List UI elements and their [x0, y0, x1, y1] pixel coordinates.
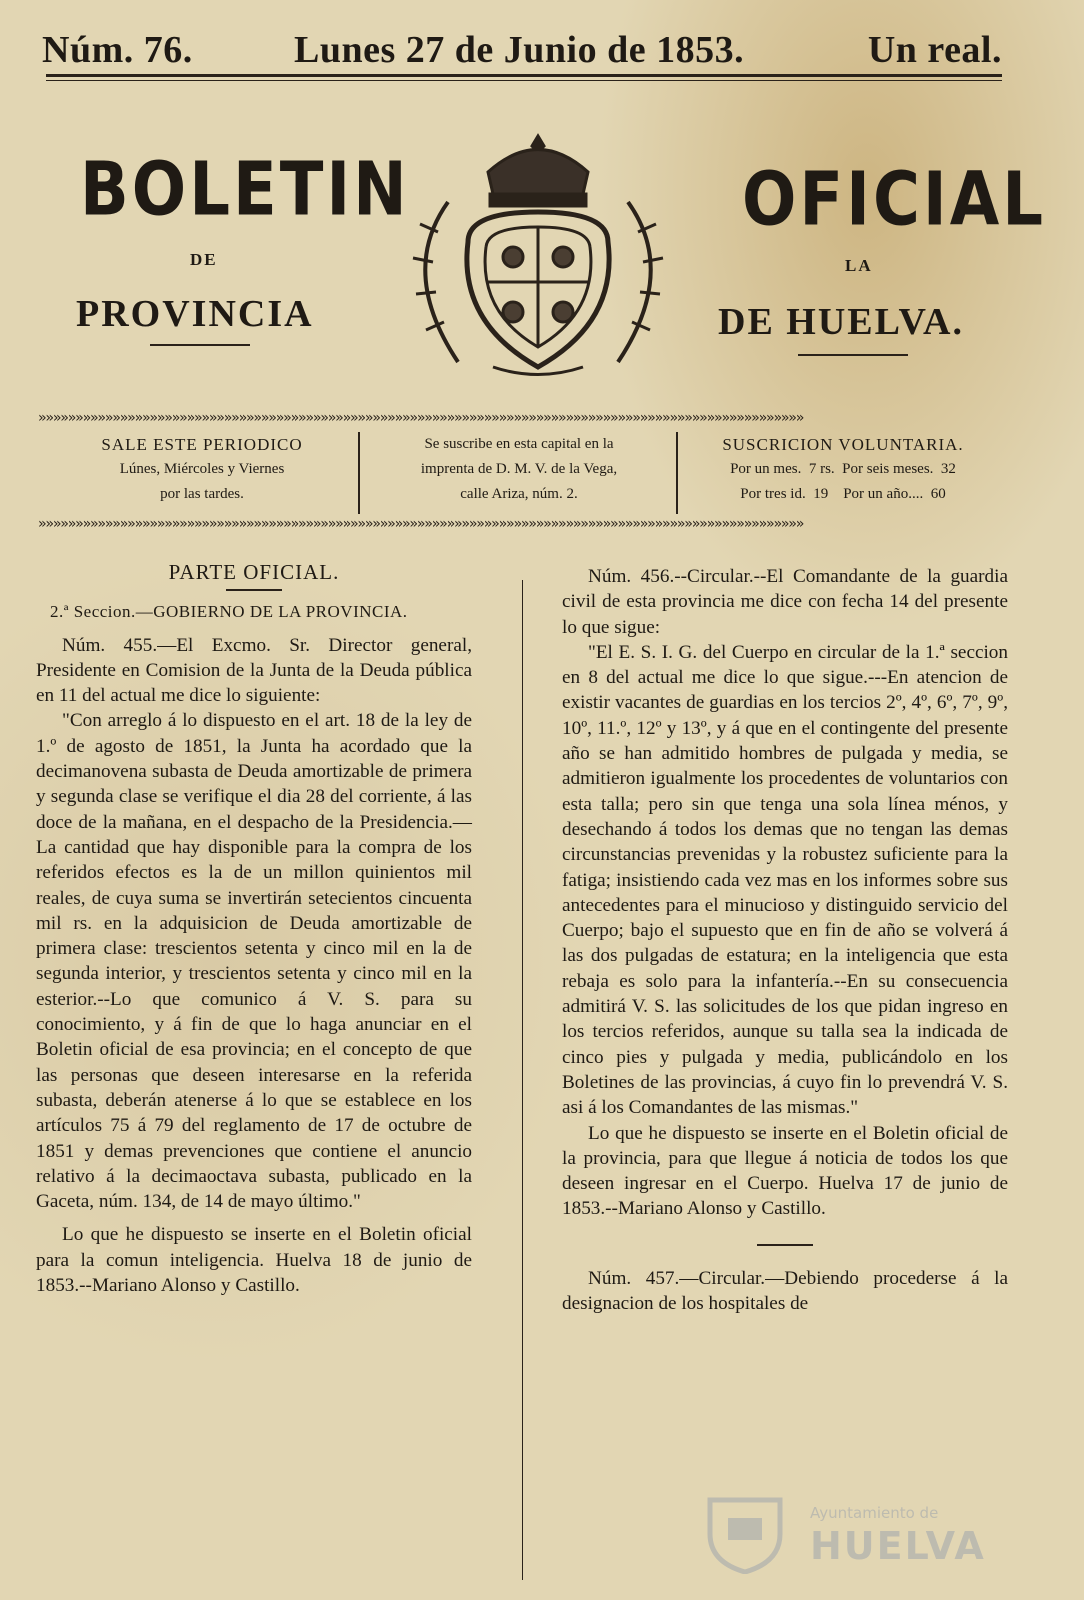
- column-divider: [522, 580, 523, 1580]
- issue-price: Un real.: [867, 29, 1002, 71]
- section-subtitle: 2.ª Seccion.—GOBIERNO DE LA PROVINCIA.: [50, 602, 408, 622]
- info-schedule-days: Lúnes, Miércoles y Viernes: [119, 461, 285, 477]
- info-prices-head: SUSCRICION VOLUNTARIA.: [722, 435, 964, 454]
- left-column: [36, 560, 472, 1298]
- masthead: [42, 28, 1002, 71]
- coat-of-arms-icon: [378, 132, 698, 382]
- info-place-line2: imprenta de D. M. V. de la Vega,: [420, 461, 618, 477]
- info-prices: [684, 432, 1002, 507]
- article-456-intro: Núm. 456.--Circular.--El Comandante de la guardia civil de esta provincia me dice con fecha 14 del presente lo que sigue:: [562, 566, 1008, 638]
- info-prices-line1: Por un mes. 7 rs. Por seis meses. 32: [730, 461, 956, 477]
- city-shield-icon: [700, 1494, 790, 1574]
- title-boletin: BOLETIN: [80, 148, 410, 234]
- title-de: DE: [190, 250, 218, 269]
- issue-date: Lunes 27 de Junio de 1853.: [294, 29, 745, 71]
- section-title: PARTE OFICIAL.: [168, 560, 340, 584]
- masthead-rule-thick: [46, 74, 1002, 77]
- info-separator-1: [358, 432, 360, 514]
- info-schedule: [56, 432, 348, 507]
- article-separator: [757, 1244, 813, 1246]
- info-border-bottom: »»»»»»»»»»»»»»»»»»»»»»»»»»»»»»»»»»»»»»»»»»»»»»»»»»»»»»»»»»»»»»»»»»»»»»»»»»»»»»»»»»»»»»»»»»»»»»»»»»»»»»»: [38, 518, 804, 530]
- watermark-line1: Ayuntamiento de: [810, 1504, 939, 1522]
- info-border-top: »»»»»»»»»»»»»»»»»»»»»»»»»»»»»»»»»»»»»»»»»»»»»»»»»»»»»»»»»»»»»»»»»»»»»»»»»»»»»»»»»»»»»»»»»»»»»»»»»»»»»»»: [38, 412, 804, 424]
- title-oficial: OFICIAL: [742, 158, 1047, 244]
- info-prices-line2: Por tres id. 19 Por un año.... 60: [740, 486, 946, 502]
- article-455-closing: Lo que he dispuesto se inserte en el Boletin oficial para la comun inteligencia. Huelva 18 de junio de 1853.--Mariano Alonso y Castillo.: [36, 1224, 472, 1297]
- title-de-huelva: DE HUELVA.: [718, 301, 964, 343]
- article-456-body: "El E. S. I. G. del Cuerpo en circular de la 1.ª seccion en 8 del actual me dice lo que sigue.---En atencion de existir vacantes de guardias en los tercios 2º, 4º, 6º, 7º, 9º, 10º, 11.º, 12º y 13º, y á que en el contingente del presente año se han admitido hombres de pulgada y media, se admitieron igualmente los procedentes de voluntarios con esta talla; pero sin que tenga una sola línea ménos, y desechando á todos los demas que no tengan las demas circunstancias prevenidas y la robustez suficiente para la fatiga; insistiendo cada vez mas en los informes sobre sus antecedentes para el minucioso y distinguido servicio del Cuerpo; bajo el supuesto que en fin de año se volverá á las dos pulgadas de estatura; en la inteligencia que esta rebaja es solo para la infantería.--En su consecuencia admitirá V. S. las solicitudes de los que pidan ingreso en los tercios referidos, aunque su talla sea la indicada de cinco pies y pulgada y media, publicándolo en los Boletines de las provincias, á cuyo fin lo prevendrá V. S. asi á los Comandantes de las mismas.": [562, 641, 1008, 1119]
- watermark-line2: HUELVA: [810, 1524, 986, 1568]
- info-schedule-time: por las tardes.: [160, 486, 244, 502]
- right-column: [562, 564, 1008, 1316]
- info-subscription-place: [370, 432, 668, 507]
- title-provincia: PROVINCIA: [76, 293, 314, 335]
- info-schedule-head: SALE ESTE PERIODICO: [101, 435, 303, 454]
- article-457-intro: Núm. 457.—Circular.—Debiendo procederse á la designacion de los hospitales de: [562, 1267, 1008, 1315]
- archive-watermark: [700, 1494, 1000, 1574]
- article-455-intro: Núm. 455.—El Excmo. Sr. Director general, Presidente en Comision de la Junta de la Deuda pública en 11 del actual me dice lo siguiente:: [36, 634, 472, 707]
- issue-number: Núm. 76.: [42, 29, 193, 71]
- article-456-closing: Lo que he dispuesto se inserte en el Boletin oficial de la provincia, para que llegue á noticia de todos los que deseen ingresar en el Cuerpo. Huelva 17 de junio de 1853.--Mariano Alonso y Castillo.: [562, 1122, 1008, 1220]
- title-la: LA: [845, 256, 873, 275]
- info-place-line1: Se suscribe en esta capital en la: [424, 436, 614, 452]
- section-title-rule: [226, 589, 282, 591]
- title-ornament-right: [798, 354, 908, 356]
- title-ornament-left: [150, 344, 250, 346]
- article-455-body: "Con arreglo á lo dispuesto en el art. 18 de la ley de 1.º de agosto de 1851, la Junta ha acordado que la decimanovena subasta de Deuda amortizable de primera y segunda clase se verifique el dia 28 del corriente, á las doce de la mañana, en el despacho de la Presidencia.—La cantidad que hay disponible para la compra de los referidos efectos es la de un millon quinientos mil reales, de cuya suma se invertirán setecientos cincuenta mil rs. en la adquisicion de Deuda amortizable de primera clase: trescientos setenta y cinco mil en la de segunda interior, y trescientos setenta y cinco mil en la esterior.--Lo que comunico á V. S. para su conocimiento, y á fin de que lo haga anunciar en el Boletin oficial de esa provincia; en el concepto de que las personas que deseen interesarse en la referida subasta, deberán atenerse á lo que se establece en los artículos 75 á 79 del reglamento de 17 de octubre de 1851 y demas prevenciones que contiene el anuncio relativo á la decimaoctava subasta, publicado en la Gaceta, núm. 134, de 14 de mayo último.": [36, 710, 472, 1213]
- info-place-line3: calle Ariza, núm. 2.: [460, 486, 578, 502]
- info-separator-2: [676, 432, 678, 514]
- masthead-rule-thin: [46, 80, 1002, 81]
